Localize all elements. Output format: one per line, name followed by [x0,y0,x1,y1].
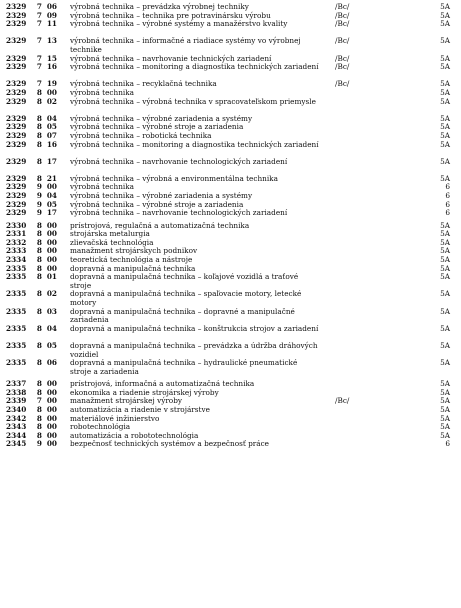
isced-level: 5A [440,404,450,414]
field-code-suffix: 00 [46,379,57,389]
field-code-digit: 8 [36,130,42,140]
field-code: 2339 [6,396,27,406]
field-code-suffix: 05 [46,340,57,350]
field-code-digit: 8 [36,237,42,247]
field-name: dopravná a manipulačná technika – dopravné a manipulačné zariadenia [70,306,295,325]
field-code: 2329 [6,199,27,209]
degree-note: /Bc/ [335,2,350,11]
field-code: 2329 [6,10,27,20]
table-row [0,37,461,54]
field-code-digit: 7 [36,62,42,72]
isced-level: 5A [440,87,450,97]
field-code-digit: 7 [36,79,42,89]
field-code-suffix: 09 [46,10,57,20]
field-code-digit: 8 [36,430,42,440]
field-code: 2335 [6,323,27,333]
isced-level: 5A [440,422,450,432]
field-code: 2329 [6,87,27,97]
field-code: 2335 [6,306,27,316]
field-name: výrobná technika – monitoring a diagnostika technických zariadení [70,62,319,72]
field-name: automatizácia a robototechnológia [70,430,199,440]
field-code: 2335 [6,272,27,282]
field-code: 2335 [6,289,27,299]
field-name: výrobná technika – robotická technika [70,130,212,140]
field-name: materiálové inžinierstvo [70,413,160,423]
field-code-digit: 8 [36,379,42,389]
field-code-digit: 8 [36,122,42,132]
field-code-digit: 8 [36,139,42,149]
field-name: výrobná technika – navrhovanie technických zariadení [70,53,272,63]
field-code: 2329 [6,173,27,183]
field-code-suffix: 06 [46,358,57,368]
table-row [0,359,461,380]
field-code-suffix: 00 [46,182,57,192]
field-code-suffix: 15 [46,53,57,63]
field-code-suffix: 02 [46,96,57,106]
field-name: teoretická technológia a nástroje [70,255,193,265]
field-code-digit: 7 [36,36,42,46]
field-code-digit: 8 [36,358,42,368]
field-code-table [0,3,461,449]
field-code-digit: 8 [36,413,42,423]
field-code-suffix: 00 [46,229,57,239]
table-row [0,158,461,175]
table-row [0,308,461,325]
field-code: 2329 [6,130,27,140]
field-code-digit: 8 [36,306,42,316]
isced-level: 6 [445,208,450,218]
isced-level: 6 [445,191,450,201]
isced-level: 5A [440,263,450,273]
field-code-suffix: 00 [46,413,57,423]
field-code: 2344 [6,430,27,440]
field-name: robotechnológia [70,422,131,432]
field-code-digit: 7 [36,2,42,11]
field-name: dopravná a manipulačná technika [70,263,196,273]
field-code-digit: 7 [36,53,42,63]
field-code: 2329 [6,113,27,123]
field-name: dopravná a manipulačná technika – hydraulické pneumatické stroje a zariadenia [70,358,298,376]
field-code: 2329 [6,36,27,46]
field-code: 2337 [6,379,27,389]
field-code: 2335 [6,340,27,350]
isced-level: 5A [440,220,450,230]
isced-level: 6 [445,182,450,192]
field-code: 2332 [6,237,27,247]
field-code: 2331 [6,229,27,239]
field-code: 2338 [6,387,27,397]
table-row [0,440,461,449]
table-row [0,273,461,290]
field-code-digit: 8 [36,113,42,123]
field-code: 2345 [6,439,27,449]
field-code-suffix: 00 [46,255,57,265]
field-code: 2329 [6,156,27,166]
field-code-suffix: 00 [46,263,57,273]
isced-level: 5A [440,2,450,11]
field-name: výrobná technika – výrobné systémy a manažérstvo kvality [70,19,288,29]
isced-level: 5A [440,156,450,166]
field-name: dopravná a manipulačná technika – koľajové vozidlá a traťové stroje [70,272,299,290]
degree-note: /Bc/ [335,396,350,406]
table-row [0,20,461,37]
field-name: manažment strojárskych podnikov [70,246,198,256]
field-code: 2329 [6,2,27,11]
field-name: automatizácia a riadenie v strojárstve [70,404,210,414]
isced-level: 5A [440,255,450,265]
field-name: dopravná a manipulačná technika – prevádzka a údržba dráhových vozidiel [70,340,318,359]
isced-level: 5A [440,323,450,333]
field-code-digit: 8 [36,404,42,414]
degree-note: /Bc/ [335,36,350,46]
field-code-digit: 8 [36,229,42,239]
field-name: výrobná technika – monitoring a diagnostika technických zariadení [70,139,319,149]
field-code-digit: 8 [36,156,42,166]
isced-level: 5A [440,19,450,29]
field-code: 2335 [6,358,27,368]
isced-level: 5A [440,358,450,368]
table-row [0,342,461,359]
field-code-digit: 8 [36,340,42,350]
isced-level: 5A [440,10,450,20]
field-code-digit: 9 [36,191,42,201]
field-code-suffix: 17 [46,156,57,166]
field-code-suffix: 03 [46,306,57,316]
field-code: 2329 [6,19,27,29]
field-code-digit: 8 [36,387,42,397]
degree-note: /Bc/ [335,19,350,29]
isced-level: 5A [440,36,450,46]
isced-level: 6 [445,199,450,209]
field-code-digit: 9 [36,199,42,209]
field-code-suffix: 13 [46,36,57,46]
field-code: 2335 [6,263,27,273]
field-code-digit: 8 [36,289,42,299]
field-code-suffix: 04 [46,323,57,333]
field-code-digit: 8 [36,422,42,432]
isced-level: 5A [440,113,450,123]
degree-note: /Bc/ [335,79,350,89]
field-code: 2329 [6,191,27,201]
field-code: 2329 [6,208,27,218]
field-code: 2343 [6,422,27,432]
field-code-digit: 9 [36,439,42,449]
table-row [0,141,461,158]
table-row [0,290,461,307]
field-code: 2342 [6,413,27,423]
field-code-digit: 8 [36,272,42,282]
field-code-suffix: 06 [46,2,57,11]
field-name: výrobná technika – informačné a riadiace systémy vo výrobnej technike [70,36,301,54]
isced-level: 5A [440,272,450,282]
field-code: 2334 [6,255,27,265]
table-row [0,209,461,221]
field-name: prístrojová, regulačná a automatizačná technika [70,220,250,230]
field-code-suffix: 05 [46,122,57,132]
isced-level: 5A [440,379,450,389]
field-code-suffix: 00 [46,237,57,247]
field-code: 2329 [6,62,27,72]
field-name: výrobná technika – výrobné zariadenia a systémy [70,191,253,201]
field-code: 2329 [6,53,27,63]
isced-level: 5A [440,173,450,183]
field-code-suffix: 07 [46,130,57,140]
field-code: 2329 [6,122,27,132]
field-name: výrobná technika – navrhovanie technologických zariadení [70,208,288,218]
field-code-digit: 8 [36,246,42,256]
field-code-suffix: 00 [46,422,57,432]
field-code-suffix: 11 [46,19,57,29]
field-code-suffix: 17 [46,208,57,218]
isced-level: 5A [440,430,450,440]
degree-note: /Bc/ [335,10,350,20]
field-name: ekonomika a riadenie strojárskej výroby [70,387,219,397]
field-code-suffix: 00 [46,220,57,230]
isced-level: 5A [440,246,450,256]
field-name: dopravná a manipulačná technika – spaľovacie motory, letecké motory [70,289,302,307]
isced-level: 5A [440,413,450,423]
isced-level: 5A [440,237,450,247]
field-code: 2329 [6,96,27,106]
field-code-suffix: 01 [46,272,57,282]
field-name: výrobná technika – navrhovanie technologických zariadení [70,156,288,166]
field-code-suffix: 04 [46,191,57,201]
field-name: výrobná technika – výrobné stroje a zariadenia [70,199,244,209]
field-code-digit: 8 [36,263,42,273]
isced-level: 5A [440,289,450,299]
field-code-digit: 7 [36,19,42,29]
field-name: výrobná technika – výrobná a environmentálna technika [70,173,278,183]
field-code-suffix: 00 [46,430,57,440]
isced-level: 5A [440,229,450,239]
isced-level: 5A [440,340,450,350]
field-name: bezpečnosť technických systémov a bezpečnosť práce [70,439,270,449]
table-row [0,63,461,80]
field-code: 2330 [6,220,27,230]
field-code-suffix: 00 [46,396,57,406]
table-row [0,325,461,342]
field-code-digit: 8 [36,87,42,97]
field-code: 2333 [6,246,27,256]
isced-level: 5A [440,79,450,89]
field-name: manažment strojárskej výroby [70,396,182,406]
field-code-suffix: 16 [46,139,57,149]
field-code-suffix: 04 [46,113,57,123]
field-code-suffix: 02 [46,289,57,299]
degree-note: /Bc/ [335,62,350,72]
degree-note: /Bc/ [335,53,350,63]
field-code-digit: 8 [36,255,42,265]
field-code: 2340 [6,404,27,414]
isced-level: 6 [445,439,450,449]
field-name: výrobná technika – výrobné zariadenia a systémy [70,113,253,123]
field-name: výrobná technika – prevádzka výrobnej techniky [70,2,249,11]
isced-level: 5A [440,96,450,106]
field-code-digit: 8 [36,173,42,183]
field-code-suffix: 21 [46,173,57,183]
field-code-suffix: 00 [46,387,57,397]
field-code: 2329 [6,139,27,149]
field-name: zlievačská technológia [70,237,154,247]
field-code: 2329 [6,182,27,192]
field-code-suffix: 05 [46,199,57,209]
isced-level: 5A [440,306,450,316]
field-code-digit: 7 [36,396,42,406]
field-code: 2329 [6,79,27,89]
field-code-digit: 8 [36,220,42,230]
field-name: výrobná technika – recyklačná technika [70,79,217,89]
field-name: výrobná technika – výrobné stroje a zariadenia [70,122,244,132]
field-code-digit: 9 [36,208,42,218]
field-name: strojárska metalurgia [70,229,150,239]
field-code-digit: 7 [36,10,42,20]
field-code-suffix: 00 [46,404,57,414]
field-name: výrobná technika [70,182,135,192]
field-code-digit: 8 [36,96,42,106]
field-code-digit: 8 [36,323,42,333]
isced-level: 5A [440,53,450,63]
field-name: výrobná technika [70,87,135,97]
field-code-suffix: 00 [46,439,57,449]
field-code-suffix: 16 [46,62,57,72]
isced-level: 5A [440,130,450,140]
field-code-suffix: 00 [46,87,57,97]
field-name: dopravná a manipulačná technika – konštrukcia strojov a zariadení [70,323,319,333]
isced-level: 5A [440,139,450,149]
isced-level: 5A [440,62,450,72]
field-name: výrobná technika – výrobná technika v spracovateľskom priemysle [70,96,316,106]
field-code-suffix: 00 [46,246,57,256]
field-code-suffix: 19 [46,79,57,89]
field-name: výrobná technika – technika pre potravinársku výrobu [70,10,271,20]
field-code-digit: 9 [36,182,42,192]
isced-level: 5A [440,396,450,406]
table-row [0,98,461,115]
isced-level: 5A [440,387,450,397]
field-name: prístrojová, informačná a automatizačná technika [70,379,255,389]
isced-level: 5A [440,122,450,132]
